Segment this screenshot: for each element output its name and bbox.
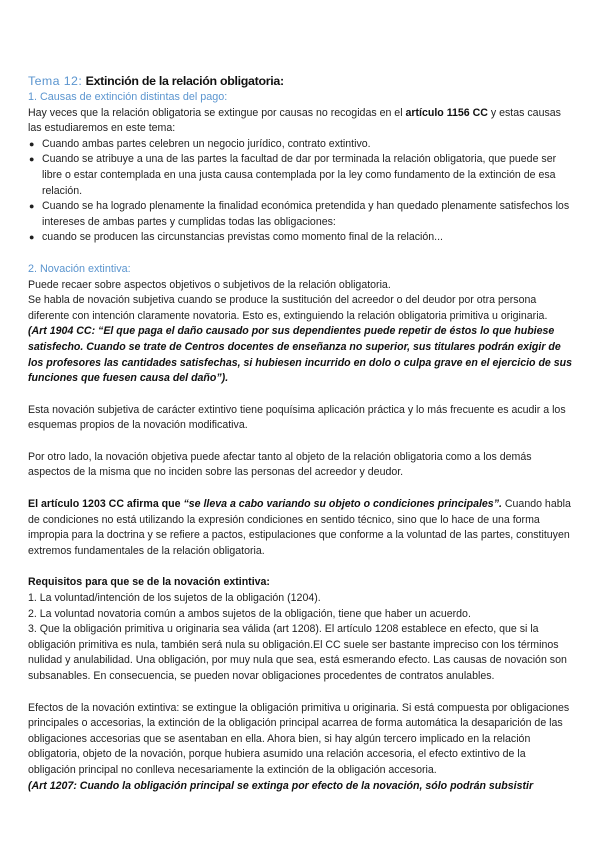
- document-title: [28, 73, 576, 89]
- list-item: [28, 199, 576, 230]
- spacer: [28, 481, 576, 497]
- requisitos-heading: Requisitos para que se de la novación extintiva:: [28, 576, 270, 589]
- list-item-text: Cuando se ha logrado plenamente la finalidad económica pretendida y han quedado plenamente satisfechos los intereses de ambas partes y cumplidas todas las obligaciones:: [42, 200, 570, 228]
- paragraph: Esta novación subjetiva de carácter extintivo tiene poquísima aplicación práctica y lo más frecuente es acudir a los esquemas propios de la novación modificativa.: [28, 403, 566, 432]
- section2-heading: 2. Novación extintiva:: [28, 262, 131, 275]
- paragraph-text: Cuando habla de condiciones no está utilizando la expresión condiciones en sentido técnico, sino que lo hace de una forma impropia para la doctrina y se refiere a pactos, estipulaciones que conforme a la voluntad de las partes, constituyen extremos fundamentales de la relación obligatoria.: [28, 498, 571, 557]
- spacer: [28, 685, 576, 701]
- list-item: [28, 230, 576, 246]
- paragraph: Se habla de novación subjetiva cuando se produce la sustitución del acreedor o del deudor por otra persona diferente con intención claramente novatoria. Esto es, extinguiendo la relación obligatoria primitiva u originaria.: [28, 294, 548, 322]
- bullet-icon: ●: [29, 154, 35, 165]
- list-item-text: Cuando se atribuye a una de las partes la facultad de dar por terminada la relación obligatoria, que puede ser libre o estar contemplada en una justa causa contemplada por la ley como fundamento de la extinción de esa relación.: [42, 153, 557, 197]
- intro-text: Hay veces que la relación obligatoria se extingue por causas no recogidas en el: [28, 106, 406, 119]
- causes-list: [28, 137, 576, 246]
- paragraph: Efectos de la novación extintiva: se extingue la obligación primitiva u originaria. Si está compuesta por obligaciones principales o accesorias, la extinción de la obligación principal acarrea de forma automática la desaparición de las obligaciones accesorias que se asentaban en ella. Ahora bien, si hay algún tercero implicado en la relación obligatoria, objeto de la novación, porque hubiera asumido una relación accesoria, el efecto extintivo de la obligación principal no conlleva necesariamente la extinción de la obligación accesoria.: [28, 701, 570, 776]
- spacer: [28, 559, 576, 575]
- requisito-item: 2. La voluntad novatoria común a ambos sujetos de la obligación, tiene que haber un acuerdo.: [28, 607, 471, 620]
- title-prefix: Tema 12:: [28, 74, 83, 88]
- list-item: [28, 152, 576, 199]
- list-item: [28, 137, 576, 153]
- legal-quote: (Art 1207: Cuando la obligación principal se extinga por efecto de la novación, sólo podrán subsistir: [28, 779, 534, 792]
- section1-intro: [28, 106, 576, 137]
- article-quote: “se lleva a cabo variando su objeto o condiciones principales”.: [183, 498, 502, 511]
- bullet-icon: ●: [29, 138, 35, 149]
- spacer: [28, 434, 576, 450]
- article-reference: El artículo 1203 CC afirma que: [28, 498, 184, 511]
- title-text: Extinción de la relación obligatoria:: [85, 74, 284, 88]
- legal-quote: (Art 1904 CC: “El que paga el daño causado por sus dependientes puede repetir de éstos lo que hubiese satisfecho. Cuando se trate de Centros docentes de enseñanza no superior, sus titulares podrán exigir de los profesores las cantidades satisfechas, si hubiesen incurrido en dolo o culpa grave en el ejercicio de sus funciones que fuesen causa del daño”).: [28, 325, 573, 385]
- article-reference: artículo 1156 CC: [405, 106, 488, 119]
- requisito-item: 3. Que la obligación primitiva u originaria sea válida (art 1208). El artículo 1208 establece en efecto, que si la obligación primitiva es nula, también será nula su obligación.El CC suele ser bastante impreciso con los términos nulidad y anulabilidad. Una obligación, por muy nula que sea, está esmerando efecto. Las causas de novación son subsanables. En consecuencia, se pueden novar obligaciones procedentes de contratos anulables.: [28, 623, 567, 682]
- paragraph: Por otro lado, la novación objetiva puede afectar tanto al objeto de la relación obligatoria como a los demás aspectos de la misma que no inciden sobre las personas del acreedor y deudor.: [28, 450, 532, 479]
- section1-heading: 1. Causas de extinción distintas del pago:: [28, 91, 228, 103]
- requisito-item: 1. La voluntad/intención de los sujetos de la obligación (1204).: [28, 592, 321, 605]
- bullet-icon: ●: [29, 232, 35, 243]
- spacer: [28, 246, 576, 262]
- spacer: [28, 387, 576, 403]
- list-item-text: cuando se producen las circunstancias previstas como momento final de la relación...: [42, 231, 444, 244]
- paragraph: Puede recaer sobre aspectos objetivos o subjetivos de la relación obligatoria.: [28, 278, 391, 291]
- bullet-icon: ●: [29, 201, 35, 212]
- intro-text-end: y estas causas las estudiaremos en este tema:: [28, 106, 561, 135]
- paragraph: [28, 497, 576, 559]
- list-item-text: Cuando ambas partes celebren un negocio jurídico, contrato extintivo.: [42, 137, 371, 150]
